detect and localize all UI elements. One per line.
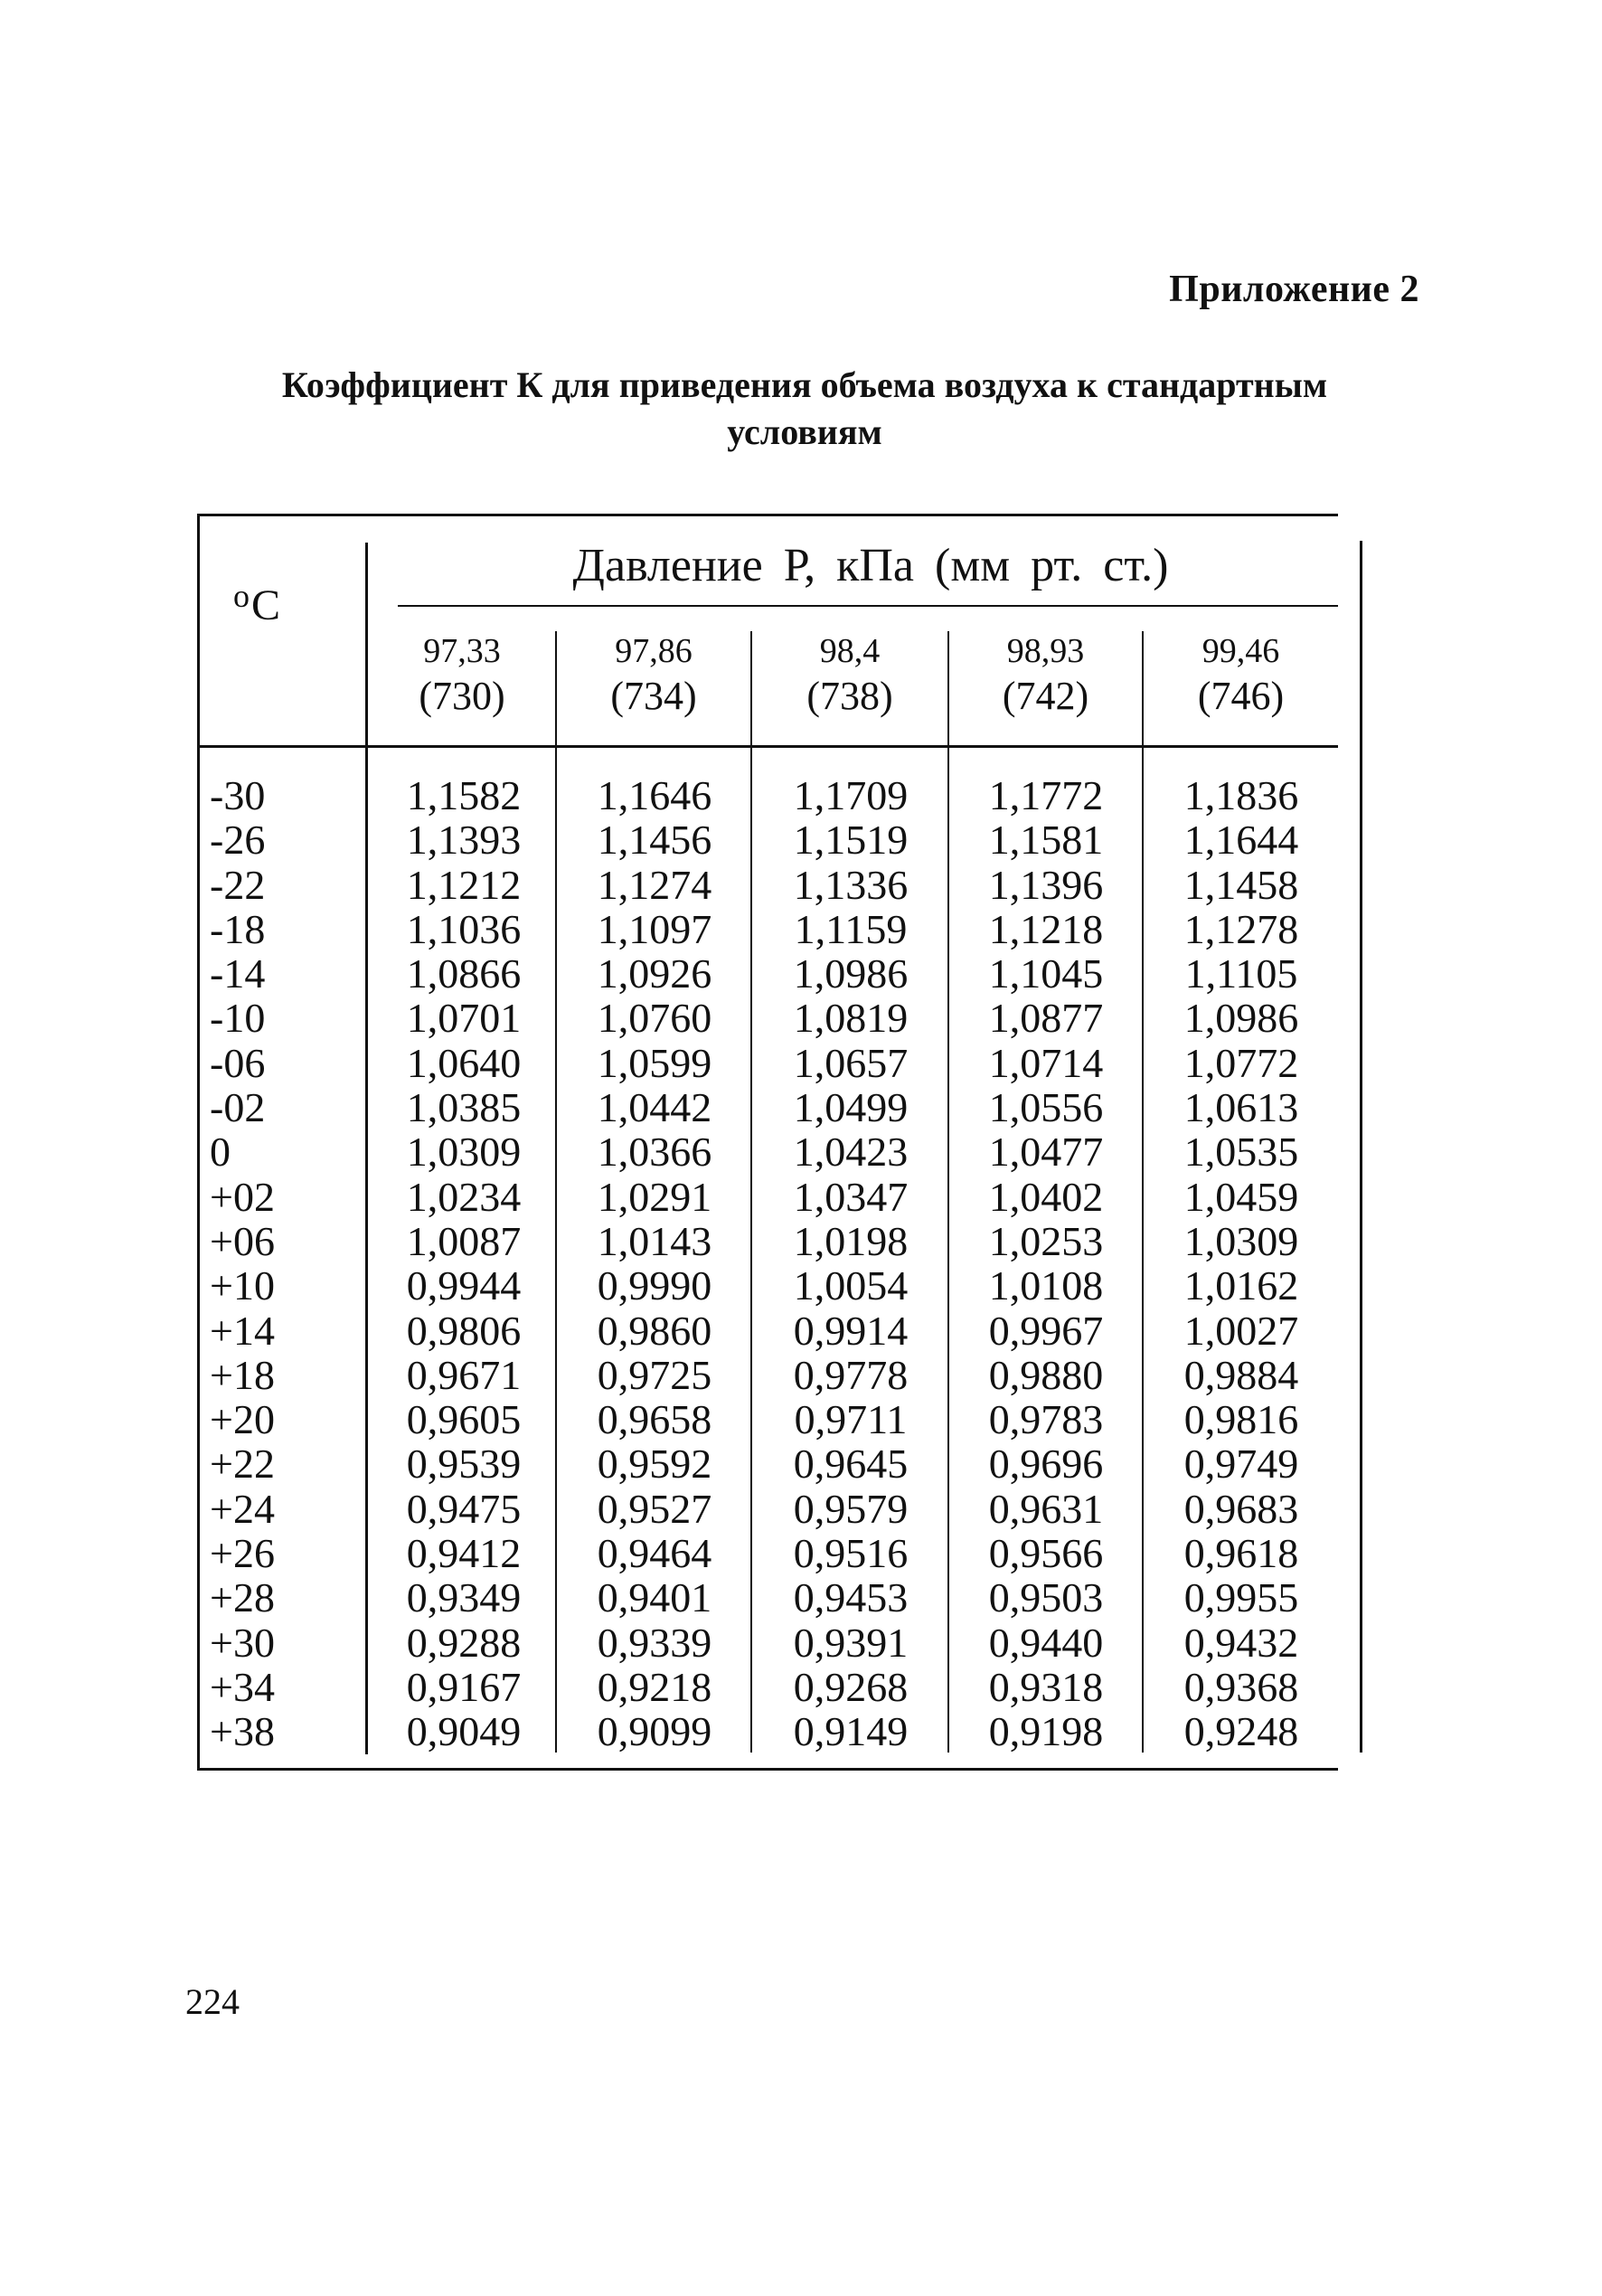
coefficient-cell: 1,1458 [1183, 861, 1299, 908]
coefficient-cell: 1,0459 [1183, 1173, 1299, 1220]
coefficient-cell: 0,9658 [597, 1396, 712, 1443]
temperature-cell: -18 [210, 905, 266, 952]
coefficient-cell: 0,9860 [597, 1307, 712, 1354]
temperature-cell: +20 [210, 1396, 275, 1443]
column-mmhg: (746) [1197, 674, 1285, 718]
coefficient-cell: 1,1212 [406, 861, 522, 908]
value-column [1145, 773, 1337, 1754]
coefficient-cell: 0,9503 [988, 1574, 1104, 1621]
coefficient-cell: 1,1393 [406, 817, 522, 864]
coefficient-cell: 0,9711 [794, 1396, 908, 1443]
coefficient-cell: 0,9453 [793, 1574, 909, 1621]
coefficient-cell: 0,9218 [597, 1663, 712, 1710]
coefficient-cell: 0,9401 [597, 1574, 712, 1621]
coefficient-cell: 0,9725 [597, 1351, 712, 1398]
coefficient-cell: 0,9806 [406, 1307, 522, 1354]
coefficient-cell: 1,1582 [406, 772, 522, 818]
coefficient-cell: 0,9318 [988, 1663, 1104, 1710]
coefficient-table [197, 514, 1372, 1780]
coefficient-cell: 1,1836 [1183, 772, 1299, 818]
temperature-cell: +28 [210, 1574, 275, 1621]
temperature-column [210, 773, 345, 1754]
temperature-cell: +10 [210, 1262, 275, 1309]
coefficient-cell: 1,1105 [1184, 950, 1298, 997]
temperature-cell: -10 [210, 995, 266, 1042]
coefficient-cell: 0,9539 [406, 1441, 522, 1488]
column-mmhg: (730) [419, 674, 505, 718]
coefficient-cell: 0,9440 [988, 1619, 1104, 1666]
coefficient-cell: 1,0347 [793, 1173, 909, 1220]
header-bottom-rule [197, 745, 1338, 748]
coefficient-cell: 1,0599 [597, 1039, 712, 1086]
coefficient-cell: 1,1097 [597, 905, 712, 952]
coefficient-cell: 0,9816 [1183, 1396, 1299, 1443]
coefficient-cell: 0,9783 [988, 1396, 1104, 1443]
coefficient-cell: 1,0309 [1183, 1217, 1299, 1264]
coefficient-cell: 0,9149 [793, 1708, 909, 1755]
coefficient-cell: 1,0234 [406, 1173, 522, 1220]
pressure-header-rule [398, 605, 1338, 607]
coefficient-cell: 0,9432 [1183, 1619, 1299, 1666]
temperature-cell: -26 [210, 817, 266, 864]
coefficient-cell: 1,0701 [406, 995, 522, 1042]
temperature-cell: +30 [210, 1619, 275, 1666]
table-caption [194, 362, 1415, 456]
coefficient-cell: 1,0087 [406, 1217, 522, 1264]
caption-line-1: Коэффициент К для приведения объема воздуха к стандартным [281, 364, 1328, 405]
column-kpa: 98,93 [1006, 632, 1085, 670]
temperature-cell: +34 [210, 1663, 275, 1710]
temperature-cell: -06 [210, 1039, 266, 1086]
coefficient-cell: 0,9683 [1183, 1485, 1299, 1532]
table-top-rule [197, 514, 1338, 516]
coefficient-cell: 0,9527 [597, 1485, 712, 1532]
coefficient-cell: 0,9349 [406, 1574, 522, 1621]
column-header [1144, 631, 1338, 722]
temperature-cell: +24 [210, 1485, 275, 1532]
coefficient-cell: 0,9880 [988, 1351, 1104, 1398]
coefficient-cell: 0,9631 [988, 1485, 1104, 1532]
appendix-label: Приложение 2 [1169, 269, 1419, 310]
temperature-cell: +26 [210, 1530, 275, 1577]
temperature-cell: -14 [210, 950, 266, 997]
column-divider-3 [947, 631, 949, 1753]
temperature-cell: -02 [210, 1084, 266, 1131]
column-kpa: 97,86 [615, 632, 693, 670]
table-bottom-rule [197, 1768, 1338, 1771]
coefficient-cell: 0,9167 [406, 1663, 522, 1710]
coefficient-cell: 0,9339 [597, 1619, 712, 1666]
right-edge-rule [1360, 541, 1362, 1753]
coefficient-cell: 1,1159 [794, 905, 908, 952]
coefficient-cell: 1,0760 [597, 995, 712, 1042]
coefficient-cell: 1,0054 [793, 1262, 909, 1309]
coefficient-cell: 1,1581 [988, 817, 1104, 864]
coefficient-cell: 1,0309 [406, 1129, 522, 1176]
coefficient-cell: 1,0613 [1183, 1084, 1299, 1131]
column-kpa: 99,46 [1202, 632, 1280, 670]
coefficient-cell: 0,9516 [793, 1530, 909, 1577]
coefficient-cell: 1,0926 [597, 950, 712, 997]
temperature-cell: +02 [210, 1173, 275, 1220]
coefficient-cell: 1,1336 [793, 861, 909, 908]
coefficient-cell: 0,9592 [597, 1441, 712, 1488]
coefficient-cell: 1,0657 [793, 1039, 909, 1086]
coefficient-cell: 1,0198 [793, 1217, 909, 1264]
coefficient-cell: 0,9955 [1183, 1574, 1299, 1621]
coefficient-cell: 0,9049 [406, 1708, 522, 1755]
column-kpa: 98,4 [819, 632, 881, 670]
coefficient-cell: 1,1456 [597, 817, 712, 864]
column-header [369, 631, 555, 722]
coefficient-cell: 0,9967 [988, 1307, 1104, 1354]
coefficient-cell: 1,0385 [406, 1084, 522, 1131]
column-divider-1 [555, 631, 557, 1753]
caption-line-2: условиям [727, 411, 882, 452]
coefficient-cell: 0,9671 [406, 1351, 522, 1398]
coefficient-cell: 0,9412 [406, 1530, 522, 1577]
coefficient-cell: 1,0535 [1183, 1129, 1299, 1176]
coefficient-cell: 0,9914 [793, 1307, 909, 1354]
column-kpa: 97,33 [423, 632, 501, 670]
coefficient-cell: 1,1218 [988, 905, 1104, 952]
coefficient-cell: 0,9288 [406, 1619, 522, 1666]
coefficient-cell: 1,0640 [406, 1039, 522, 1086]
coefficient-cell: 1,1278 [1183, 905, 1299, 952]
coefficient-cell: 0,9605 [406, 1396, 522, 1443]
temperature-header [233, 577, 280, 630]
coefficient-cell: 0,9248 [1183, 1708, 1299, 1755]
coefficient-cell: 1,0402 [988, 1173, 1104, 1220]
value-column [373, 773, 554, 1754]
coefficient-cell: 1,1519 [793, 817, 909, 864]
column-divider-2 [750, 631, 752, 1753]
temperature-cell: -22 [210, 861, 266, 908]
coefficient-cell: 1,0986 [1183, 995, 1299, 1042]
column-header [557, 631, 750, 722]
coefficient-cell: 1,0819 [793, 995, 909, 1042]
coefficient-cell: 1,1772 [988, 772, 1104, 818]
temp-column-divider [365, 543, 368, 1754]
coefficient-cell: 1,0986 [793, 950, 909, 997]
coefficient-cell: 0,9475 [406, 1485, 522, 1532]
page-number: 224 [185, 1981, 240, 2022]
temperature-cell: -30 [210, 772, 266, 818]
coefficient-cell: 1,0556 [988, 1084, 1104, 1131]
pressure-header: Давление Р, кПа (мм рт. ст.) [572, 540, 1169, 591]
temperature-cell: +18 [210, 1351, 275, 1398]
coefficient-cell: 1,0499 [793, 1084, 909, 1131]
coefficient-cell: 1,0291 [597, 1173, 712, 1220]
coefficient-cell: 0,9645 [793, 1441, 909, 1488]
value-column [756, 773, 946, 1754]
coefficient-cell: 1,1396 [988, 861, 1104, 908]
coefficient-cell: 0,9990 [597, 1262, 712, 1309]
column-header [752, 631, 947, 722]
temperature-cell: +14 [210, 1307, 275, 1354]
coefficient-cell: 0,9749 [1183, 1441, 1299, 1488]
coefficient-cell: 1,1274 [597, 861, 712, 908]
coefficient-cell: 1,1644 [1183, 817, 1299, 864]
coefficient-cell: 1,1045 [988, 950, 1104, 997]
coefficient-cell: 0,9944 [406, 1262, 522, 1309]
coefficient-cell: 0,9099 [597, 1708, 712, 1755]
coefficient-cell: 1,0366 [597, 1129, 712, 1176]
coefficient-cell: 1,1709 [793, 772, 909, 818]
coefficient-cell: 0,9368 [1183, 1663, 1299, 1710]
coefficient-cell: 0,9464 [597, 1530, 712, 1577]
coefficient-cell: 1,0714 [988, 1039, 1104, 1086]
coefficient-cell: 0,9618 [1183, 1530, 1299, 1577]
coefficient-cell: 1,0423 [793, 1129, 909, 1176]
column-mmhg: (738) [806, 674, 893, 718]
table-left-rule [197, 514, 200, 1771]
coefficient-cell: 1,0442 [597, 1084, 712, 1131]
coefficient-cell: 1,0877 [988, 995, 1104, 1042]
coefficient-cell: 1,0162 [1183, 1262, 1299, 1309]
coefficient-cell: 0,9198 [988, 1708, 1104, 1755]
celsius-unit: С [251, 581, 281, 629]
column-mmhg: (734) [610, 674, 697, 718]
value-column [561, 773, 749, 1754]
column-header [949, 631, 1142, 722]
coefficient-cell: 1,0866 [406, 950, 522, 997]
coefficient-cell: 0,9566 [988, 1530, 1104, 1577]
coefficient-cell: 1,1646 [597, 772, 712, 818]
coefficient-cell: 0,9268 [793, 1663, 909, 1710]
coefficient-cell: 1,0027 [1183, 1307, 1299, 1354]
coefficient-cell: 1,1036 [406, 905, 522, 952]
coefficient-cell: 0,9391 [793, 1619, 909, 1666]
coefficient-cell: 1,0143 [597, 1217, 712, 1264]
value-column [951, 773, 1141, 1754]
coefficient-cell: 0,9884 [1183, 1351, 1299, 1398]
coefficient-cell: 0,9579 [793, 1485, 909, 1532]
temperature-cell: +06 [210, 1217, 275, 1264]
coefficient-cell: 1,0108 [988, 1262, 1104, 1309]
coefficient-cell: 0,9778 [793, 1351, 909, 1398]
coefficient-cell: 1,0253 [988, 1217, 1104, 1264]
temperature-cell: +22 [210, 1441, 275, 1488]
degree-mark: о [233, 578, 250, 614]
column-mmhg: (742) [1002, 674, 1089, 718]
coefficient-cell: 0,9696 [988, 1441, 1104, 1488]
coefficient-cell: 1,0477 [988, 1129, 1104, 1176]
coefficient-cell: 1,0772 [1183, 1039, 1299, 1086]
temperature-cell: 0 [210, 1129, 231, 1176]
temperature-cell: +38 [210, 1708, 275, 1755]
column-divider-4 [1142, 631, 1144, 1753]
